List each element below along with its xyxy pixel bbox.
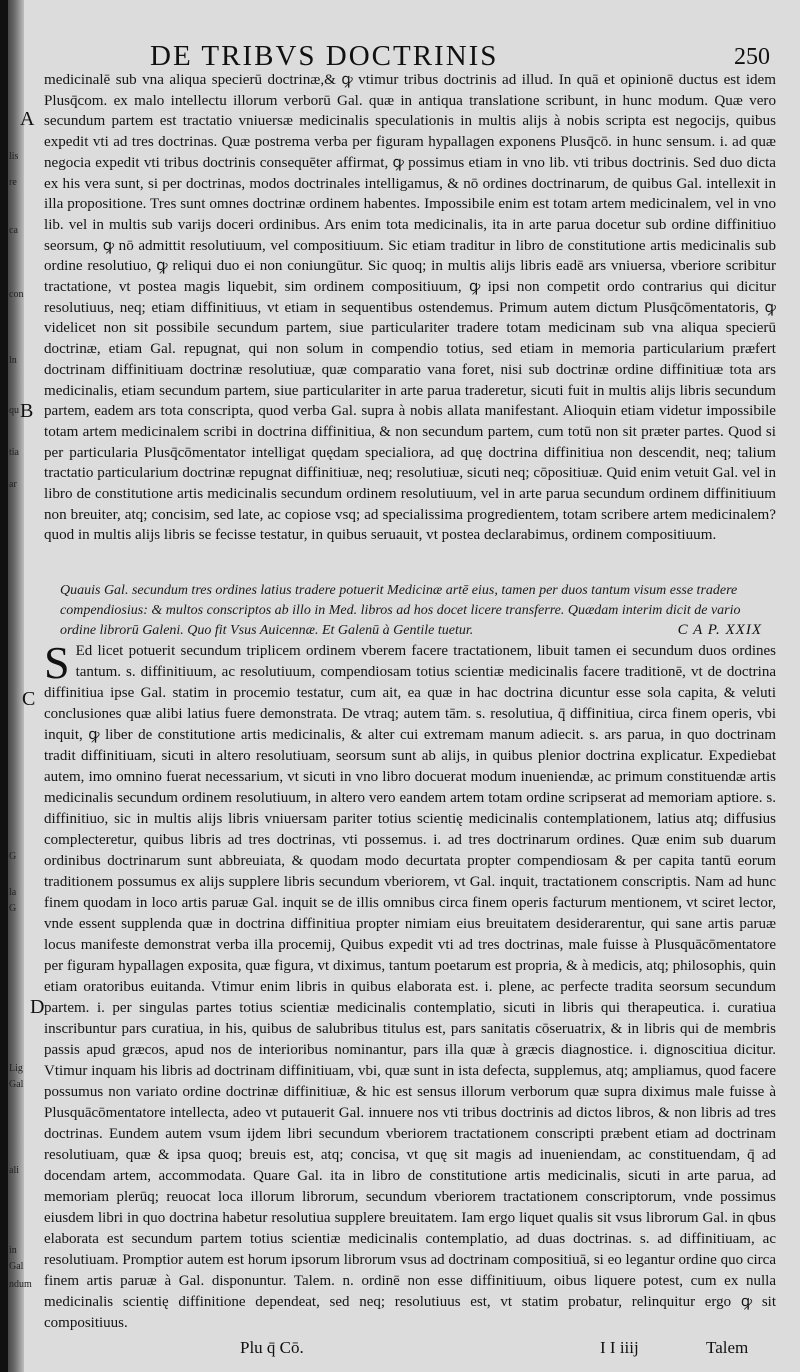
footer-signature-left: Plu q̄ Cō. <box>240 1338 304 1357</box>
chapter-summary <box>60 581 776 641</box>
gutter-fragment: ar <box>9 479 17 490</box>
chapter-body-text: Ed licet potuerit secundum triplicem ordinem vberem facere tractationem, libuit tamen ei secundum duos ordines tantum. s. diffinitiuum, ac resolutiuum, compendiosam totius scientiæ medicinalis facere traditionē, vt de doctrina diffinitiua ipse Gal. statim in procemio testatur, cum ait, ea quæ in hac doctrina dicuntur esse sola capita, & veluti conclusiones quæ alibi latius fuere demonstrata. De vtraq; autem tām. s. resolutiua, q̄ diffinitiua, circa finem operis, vbi inquit, ꝙ liber de constitutione artis medicinalis, & alter cui extremam manum adiecit. s. ars parua, in quo doctrinam tradit diffinitiuam, sicuti in altero resolutiuam, seorsum sunt ab alijs, in quibus plenior doctrina explicatur. Expediebat autem, imo omnino fuerat necessarium, vt sicuti in vno libro docuerat modum inueniendæ, ac primum constituendæ artis medicinalis secundum ordinem resolutiuum, in altero vero eandem artem totam ordine scripserat ad memoriam aptiore. s. diffinitiuo, sic in multis alijs libris vniuersam pariter totius scientię medicinalis contemplationem, latius atq; diffusius complecteretur, quibus libris ad tres doctrinas, vti possemus. i. ad tres doctrinarum ordines. Quæ enim sub duarum ordinibus doctrinarum sunt abbreuiata, & quodam modo decurtata propter compendiosam & per capita tantū eorum traditionem possumus ex alijs supplere libris secundum vberiorem, vt Gal. inquit, tractationem conscriptis. Nam ad hunc finem quodam in loco artis paruæ Gal. inquit se de illis omnibus circa finem operis facturum mentionem, vt sciret lector, vnde essent supplenda quæ in doctrina diffinitiua propter nimiam eius breuitatem desiderarentur, qui sane artis paruæ locus manifeste demonstrat verba illa procemij, Quibus expedit vti ad tres doctrinas, male fuisse à Plusquācōmentatore per figuram hypallagen exposita, quæ figura, vt diximus, tantum poetarum est propria, & à medicis, atq; philosophis, quin etiam oratoribus euitanda. Vtimur enim libris in quibus elaborata est. i. plene, ac perfecte tradita seorsum secundum partem. i. per singulas partes totius scientiæ medicinalis contemplatio, sicuti in libris qui therapeutica. i. curatiua inscribuntur pars curatiua, in his, quibus de salubribus titulus est, pars sanitatis cōseruatrix, & in libris qui de membris passis apud græcos, apud nos de interioribus nominantur, pars illa quæ à græcis diagnostice. i. dignoscitiua dicitur. Vtimur inquam his libris ad doctrinam diffinitiuam, vbi, quæ sunt in ista defecta, supplemus, atq; ampliamus, quod facere possumus non variato ordine doctrinæ diffinitiuæ, & hic est sensus illorum verborum quæ supra diximus male fuisse à Plusquācōmentatore intellecta, adeo vt putauerit Gal. innuere nos vti tribus doctrinis ad dictos libros, & non libris ad tres doctrinas. Eundem autem vsum ijdem libri secundum vberiorem tractationem conscripti præbent etiam ad doctrinam resolutiuam, quæ & ipsa quoq; breuis est, atq; concisa, vt quę sit magis ad inueniendam, ac constituendam, q̄ ad docendam artem, accommodata. Quare Gal. ita in libro de constitutione artis medicinalis, sicuti in arte parua, ad memoriam plerūq; reuocat loca illorum librorum, secundum vberiorem tractationem conscriptorum, vnde possimus eiusdem libri in quo doctrina habetur resolutiua supplere breuitatem. Iam ergo liquet qualis sit vsus librorum Gal. in qbus elaborata est secundum partem totius scientiæ medicinalis contemplatio, ad duas doctrinas. s. ad diffinitiuam, ac resolutiuam. Promptior autem est horum ipsorum librorum vsus ad doctrinam compositiuā, si eo legantur ordine quo circa finem artis paruæ à Gal. disponuntur. Talem. n. ordinē non esse diffinitiuum, oibus liquere potest, cum ex nulla medicinalis scientię diffinitione dependeat, sed neq; resolutiuus est, vt statim probatur, relinquitur ergo ꝙ sit compositiuus. <box>44 643 776 1331</box>
page-footer <box>0 1338 800 1366</box>
gutter-fragment: Gal <box>9 1261 24 1272</box>
running-title: DE TRIBVS DOCTRINIS <box>150 40 499 72</box>
gutter-fragment: lis <box>9 151 19 162</box>
gutter-fragment: ndum <box>9 1279 32 1290</box>
gathering-signature: I I iiij <box>600 1338 639 1357</box>
gutter-fragment: in <box>9 1245 17 1256</box>
gutter-fragment: Lig <box>9 1063 23 1074</box>
catchword: Talem <box>706 1338 749 1357</box>
gutter-fragment: ln <box>9 355 17 366</box>
gutter-fragment: G <box>9 851 17 862</box>
gutter-fragment: re <box>9 177 17 188</box>
text-block-2 <box>44 637 776 1334</box>
gutter-fragment: qu <box>9 405 19 416</box>
running-header <box>150 40 770 74</box>
margin-letter-c: C <box>22 688 36 710</box>
gutter-fragment: G <box>9 903 17 914</box>
page-number: 250 <box>734 44 770 70</box>
gutter-fragment: con <box>9 289 24 300</box>
gutter-fragment: tia <box>9 447 19 458</box>
gutter-fragment: ali <box>9 1165 19 1176</box>
gutter-fragment: la <box>9 887 17 898</box>
gutter-fragment: Gal <box>9 1079 24 1090</box>
text-block-1 <box>44 70 776 546</box>
margin-letter-a: A <box>20 108 35 130</box>
paragraph-continuation: medicinalē sub vna aliqua specierū doctrinæ,& ꝙ vtimur tribus doctrinis ad illud. In quā et opinionē ductus est idem Plusq̄com. ex malo intellectu illorum verborū Gal. quæ in antiqua translatione scribunt, in hunc modum. Quæ vero secundum partem est tractatio vniuersæ medicinalis speculationis in multis alijs à nobis scripta est negocijs, quibus expedit vti ad tres doctrinas. Quæ postrema verba per figuram hypallagen exponens Plusq̄cō. in hunc sensum. i. ad quæ negocia expedit vti tribus doctrinis consequēter affirmat, ꝙ possimus etiam in vno lib. vti tribus doctrinis. Sed duo dicta ex his vera sunt, si per doctrinas, modos doctrinales intelligamus, & nō ordines doctrinarum, de quibus Gal. intellexit in illa propositione. Tres sunt omnes doctrinæ ordinem habentes. Impossibile enim est totam artem medicinalem, vel in vno lib. vel in multis sub varijs doceri ordinibus. Ars enim tota medicinalis, ita in arte parua docetur sub ordine diffinitiuo seorsum, ꝙ nō admittit resolutiuum, vel compositiuum. Sic etiam traditur in libro de constitutione artis medicinalis sub ordine resolutiuo, ꝙ reliqui duo ei non coniungūtur. Sic quoq; in multis alijs libris eadē ars vniuersa, vberiore scribitur tractatione, vt postea magis liquebit, sim ordinem compositiuum, ꝙ ipsi non competit ordo contrarius qui dicitur resolutiuus, neq; etiam diffinitiuus, vt etiam in sequentibus ostendemus. Primum autem dictum Plusq̄cōmentatoris, ꝙ videlicet non sit possibile secundum partem, siue particulariter tradere totam medicinam sub vna aliqua specierū doctrinæ, etiam Gal. repugnat, qui non solum in compendio totius, sed etiam in memoria particularium præfert doctrinam diffinitiuam doctrinæ resolutiuæ, quæ comparatio vana foret, nisi sub doctrinæ ordine diffinitiuæ tota ars medicinalis, etiam secundum partem, siue particulariter in arte parua traderetur, sicuti fuit in multis alijs libris secundum partem, eadem ars tota conscripta, quod verba Gal. supra à nobis allata manifestant. Alioquin etiam videtur impossibile totam artem medicinalem scribi in doctrina diffinitiua, & non secundum partem, cum totū non sit præter partes. Quod si per particularia Plusq̄cōmentator intelligat quędam specialiora, ad quę doctrina diffinitiua non descendit, neq; talium tractatio particularium doctrinæ repugnat diffinitiuæ, neq; resolutiuæ, sicuti neq; cōpositiuæ. Quid enim vetuit Gal. vel in libro de constitutione artis medicinalis secundum ordinem resolutiuum, vel in arte parua secundum ordinem diffinitiuum non breuiter, atq; concisim, sed late, ac copiose vsq; ad specialissima progredientem, totam scribere artem medicinalem? quod in multis alijs libris se fecisse testatur, in quibus seruauit, vt postea declarabimus, ordinem compositiuum. <box>44 72 776 544</box>
binding-spine <box>0 0 8 1372</box>
chapter-summary-text: Quauis Gal. secundum tres ordines latius tradere potuerit Medicinæ artē eius, tamen per duos tantum visum esse tradere compendiosius: & multos conscriptos ab illo in Med. libros ad hos docet licere transferre. Quædam interim dicit de vario ordine librorū Galeni. Quo fit Vsus Auicennæ. Et Galenū à Gentile tuetur. <box>60 583 741 638</box>
drop-cap: S <box>44 637 70 688</box>
margin-letter-d: D <box>30 996 45 1018</box>
gutter-fragment: ca <box>9 225 18 236</box>
margin-letter-b: B <box>20 400 34 422</box>
chapter-heading: C A P. XXIX <box>677 622 762 638</box>
